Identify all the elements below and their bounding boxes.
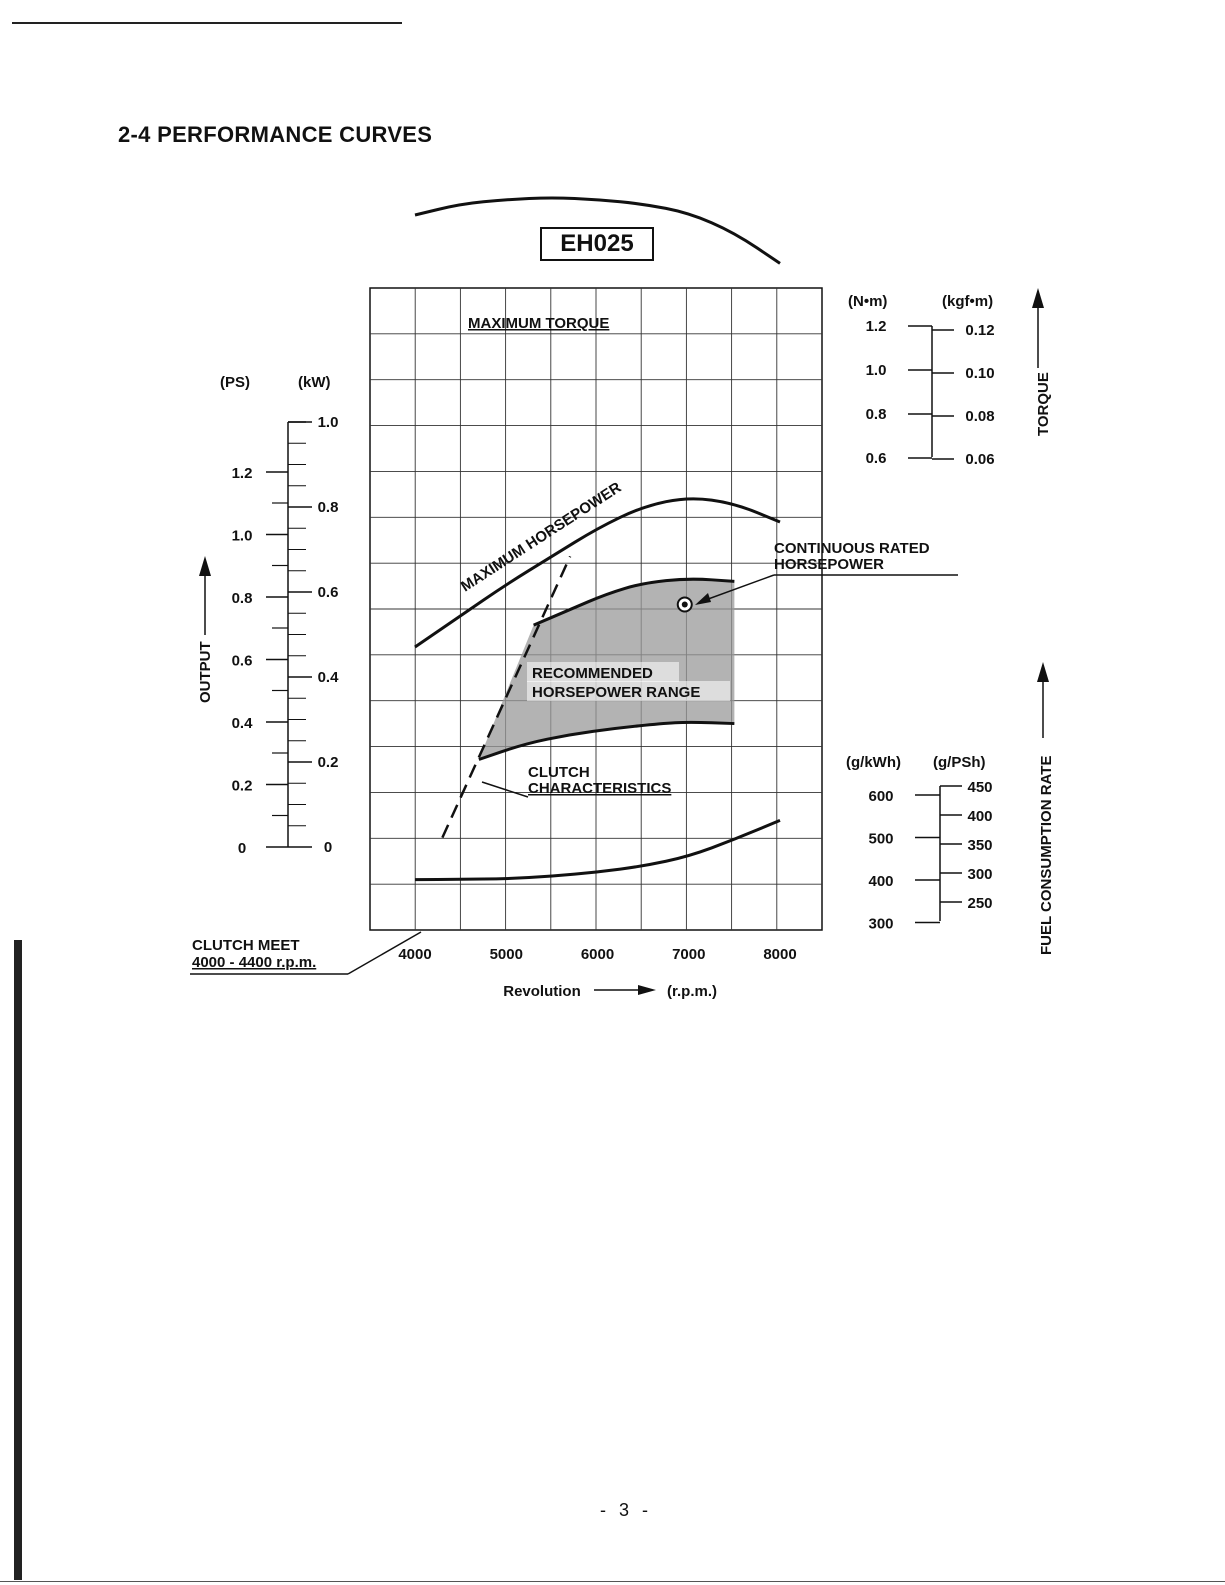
ps-tick-label: 1.2 — [231, 465, 253, 482]
kgf-tick-label: 0.06 — [965, 451, 995, 468]
kw-tick-label: 0.6 — [317, 584, 339, 601]
section-title: 2-4 PERFORMANCE CURVES — [118, 122, 433, 147]
gkwh-unit-label: (g/kWh) — [846, 754, 901, 771]
kw-tick-label: 0.8 — [317, 499, 339, 516]
recommended-range-label-line1: RECOMMENDED — [532, 665, 653, 682]
kgf-tick-label: 0.10 — [965, 365, 995, 382]
x-tick-label-7000: 7000 — [672, 946, 706, 963]
fuel-consumption-curve — [415, 820, 780, 879]
clutch-characteristics-label-line2: CHARACTERISTICS — [528, 780, 672, 797]
clutch-characteristics-label-line1: CLUTCH — [528, 764, 590, 781]
gkwh-tick-label: 500 — [868, 830, 894, 848]
nm-tick-label: 1.2 — [865, 318, 887, 335]
ps-tick-label: 0.8 — [231, 590, 253, 607]
gpsh-tick-label: 300 — [967, 866, 993, 883]
x-tick-label-6000: 6000 — [580, 946, 615, 963]
ps-unit-label: (PS) — [220, 374, 250, 391]
kw-tick-label: 1.0 — [317, 414, 339, 431]
x-axis-arrowhead — [638, 985, 656, 995]
nm-tick-label: 0.6 — [865, 450, 887, 467]
max-torque-curve — [415, 198, 780, 263]
kgf-tick-label: 0.08 — [965, 408, 995, 425]
clutch-label-leader — [482, 782, 528, 797]
clutch-meet-range: 4000 - 4400 r.p.m. — [192, 954, 317, 971]
clutch-meet-label: CLUTCH MEET — [192, 937, 300, 954]
kgf-tick-label: 0.12 — [965, 322, 995, 339]
page-number: - 3 - — [600, 1500, 653, 1520]
rated-point-dot — [682, 602, 688, 608]
recommended-range-label-line2: HORSEPOWER RANGE — [532, 684, 701, 701]
fuel-axis-title: FUEL CONSUMPTION RATE — [1038, 755, 1055, 955]
ps-tick-label: 0.6 — [231, 652, 253, 670]
gpsh-unit-label: (g/PSh) — [933, 754, 986, 771]
kgf-unit-label: (kgf•m) — [942, 293, 994, 310]
kw-tick-label: 0 — [323, 839, 333, 856]
x-tick-label-5000: 5000 — [489, 946, 523, 963]
nm-tick-label: 0.8 — [865, 406, 887, 423]
torque-axis-title: TORQUE — [1035, 372, 1052, 436]
continuous-rated-label-line2: HORSEPOWER — [774, 556, 885, 573]
max-torque-label: MAXIMUM TORQUE — [468, 315, 610, 332]
kw-tick-label: 0.2 — [317, 754, 339, 771]
kw-unit-label: (kW) — [298, 374, 331, 391]
gkwh-tick-label: 400 — [868, 873, 894, 890]
continuous-rated-label-line1: CONTINUOUS RATED — [774, 540, 930, 557]
ps-tick-label: 0.2 — [231, 777, 253, 795]
gkwh-tick-label: 300 — [868, 915, 894, 933]
nm-unit-label: (N•m) — [848, 293, 888, 310]
torque-arrowhead — [1032, 288, 1044, 308]
fuel-arrowhead — [1037, 662, 1049, 682]
ps-tick-label: 0.4 — [231, 715, 253, 732]
ps-tick-label: 1.0 — [231, 527, 253, 545]
binding-edge — [14, 940, 22, 1580]
x-tick-label-4000: 4000 — [398, 946, 432, 963]
bottom-rule — [0, 1581, 1225, 1582]
max-horsepower-label: MAXIMUM HORSEPOWER — [457, 478, 625, 596]
x-tick-label-8000: 8000 — [763, 946, 797, 963]
gpsh-tick-label: 350 — [967, 837, 993, 854]
x-axis-unit: (r.p.m.) — [667, 983, 718, 1000]
x-axis-label: Revolution — [503, 983, 581, 1000]
nm-tick-label: 1.0 — [865, 362, 887, 379]
output-arrowhead — [199, 556, 211, 576]
gpsh-tick-label: 450 — [967, 779, 993, 796]
kw-tick-label: 0.4 — [317, 669, 339, 686]
ps-tick-label: 0 — [237, 840, 247, 857]
gkwh-tick-label: 600 — [868, 788, 894, 805]
gpsh-tick-label: 250 — [967, 895, 993, 912]
gpsh-tick-label: 400 — [967, 808, 993, 825]
chart-title: EH025 — [540, 227, 654, 261]
output-axis-title: OUTPUT — [197, 641, 214, 703]
